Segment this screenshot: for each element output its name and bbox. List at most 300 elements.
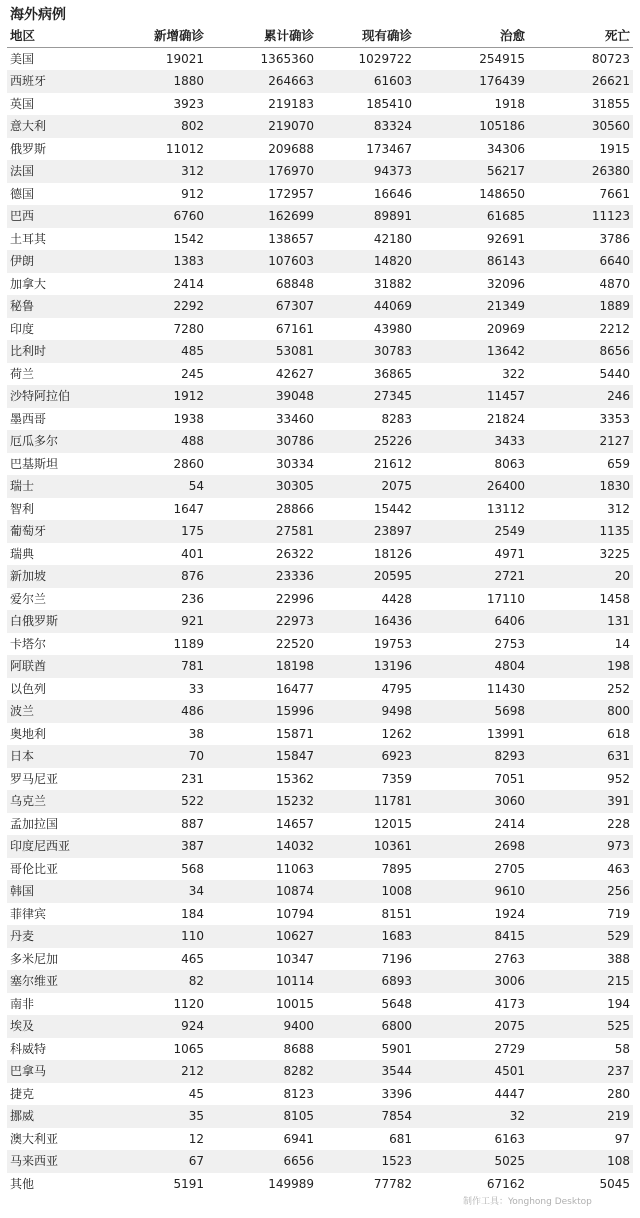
cell-region: 新加坡 [7, 565, 117, 588]
table-row [7, 430, 633, 453]
cell-total-confirmed: 8688 [207, 1038, 317, 1061]
cell-recovered: 2753 [415, 633, 528, 656]
cell-active-confirmed: 27345 [317, 385, 415, 408]
cell-deaths: 11123 [528, 205, 633, 228]
cell-active-confirmed: 681 [317, 1128, 415, 1151]
cell-total-confirmed: 10114 [207, 970, 317, 993]
cell-active-confirmed: 94373 [317, 160, 415, 183]
cell-recovered: 1918 [415, 93, 528, 116]
cell-deaths: 14 [528, 633, 633, 656]
cell-active-confirmed: 36865 [317, 363, 415, 386]
cell-active-confirmed: 25226 [317, 430, 415, 453]
cell-region: 巴基斯坦 [7, 453, 117, 476]
cases-table [7, 25, 633, 1195]
cell-region: 澳大利亚 [7, 1128, 117, 1151]
cell-recovered: 5025 [415, 1150, 528, 1173]
cell-active-confirmed: 6923 [317, 745, 415, 768]
cell-total-confirmed: 264663 [207, 70, 317, 93]
cell-active-confirmed: 44069 [317, 295, 415, 318]
cell-region: 白俄罗斯 [7, 610, 117, 633]
cell-total-confirmed: 26322 [207, 543, 317, 566]
cell-recovered: 11457 [415, 385, 528, 408]
cell-active-confirmed: 1683 [317, 925, 415, 948]
table-row [7, 1060, 633, 1083]
cell-region: 巴西 [7, 205, 117, 228]
cell-total-confirmed: 30786 [207, 430, 317, 453]
cell-recovered: 2075 [415, 1015, 528, 1038]
cell-region: 菲律宾 [7, 903, 117, 926]
cell-total-confirmed: 8123 [207, 1083, 317, 1106]
cell-active-confirmed: 9498 [317, 700, 415, 723]
cell-active-confirmed: 16646 [317, 183, 415, 206]
cell-active-confirmed: 4795 [317, 678, 415, 701]
cell-region: 秘鲁 [7, 295, 117, 318]
cell-total-confirmed: 138657 [207, 228, 317, 251]
cell-total-confirmed: 10015 [207, 993, 317, 1016]
cell-new-confirmed: 1065 [117, 1038, 207, 1061]
table-row [7, 408, 633, 431]
cell-total-confirmed: 42627 [207, 363, 317, 386]
cell-region: 俄罗斯 [7, 138, 117, 161]
cell-total-confirmed: 219183 [207, 93, 317, 116]
cell-deaths: 1135 [528, 520, 633, 543]
cell-active-confirmed: 15442 [317, 498, 415, 521]
cell-total-confirmed: 30305 [207, 475, 317, 498]
cell-new-confirmed: 465 [117, 948, 207, 971]
header-new-confirmed: 新增确诊 [117, 25, 207, 48]
cell-new-confirmed: 12 [117, 1128, 207, 1151]
cell-total-confirmed: 39048 [207, 385, 317, 408]
table-row [7, 903, 633, 926]
cell-region: 捷克 [7, 1083, 117, 1106]
table-row [7, 138, 633, 161]
page-title: 海外病例 [10, 7, 66, 23]
cell-deaths: 246 [528, 385, 633, 408]
cell-active-confirmed: 10361 [317, 835, 415, 858]
cell-region: 印度尼西亚 [7, 835, 117, 858]
cell-region: 马来西亚 [7, 1150, 117, 1173]
cell-new-confirmed: 2860 [117, 453, 207, 476]
cell-new-confirmed: 35 [117, 1105, 207, 1128]
table-row [7, 453, 633, 476]
cell-new-confirmed: 3923 [117, 93, 207, 116]
cell-deaths: 58 [528, 1038, 633, 1061]
cell-recovered: 105186 [415, 115, 528, 138]
cell-region: 韩国 [7, 880, 117, 903]
cell-new-confirmed: 70 [117, 745, 207, 768]
cell-region: 多米尼加 [7, 948, 117, 971]
cell-deaths: 1889 [528, 295, 633, 318]
table-row [7, 948, 633, 971]
cell-deaths: 952 [528, 768, 633, 791]
cell-recovered: 4971 [415, 543, 528, 566]
cell-recovered: 8415 [415, 925, 528, 948]
cell-region: 卡塔尔 [7, 633, 117, 656]
cell-recovered: 34306 [415, 138, 528, 161]
cell-total-confirmed: 30334 [207, 453, 317, 476]
cell-active-confirmed: 2075 [317, 475, 415, 498]
cell-total-confirmed: 15232 [207, 790, 317, 813]
cell-deaths: 618 [528, 723, 633, 746]
cell-region: 瑞士 [7, 475, 117, 498]
cell-total-confirmed: 15362 [207, 768, 317, 791]
cell-deaths: 659 [528, 453, 633, 476]
cell-deaths: 719 [528, 903, 633, 926]
cell-new-confirmed: 184 [117, 903, 207, 926]
table-row [7, 183, 633, 206]
table-row [7, 745, 633, 768]
cell-total-confirmed: 107603 [207, 250, 317, 273]
table-body [7, 48, 633, 1196]
table-header-row [7, 25, 633, 48]
cell-region: 哥伦比亚 [7, 858, 117, 881]
table-row [7, 475, 633, 498]
cell-region: 瑞典 [7, 543, 117, 566]
cell-total-confirmed: 22973 [207, 610, 317, 633]
cell-new-confirmed: 1647 [117, 498, 207, 521]
table-row [7, 318, 633, 341]
cell-total-confirmed: 23336 [207, 565, 317, 588]
cell-recovered: 2763 [415, 948, 528, 971]
table-row [7, 1128, 633, 1151]
cell-recovered: 8063 [415, 453, 528, 476]
cell-recovered: 2705 [415, 858, 528, 881]
cell-recovered: 2414 [415, 813, 528, 836]
cell-total-confirmed: 28866 [207, 498, 317, 521]
table-row [7, 610, 633, 633]
cell-region: 葡萄牙 [7, 520, 117, 543]
cell-region: 巴拿马 [7, 1060, 117, 1083]
cell-total-confirmed: 1365360 [207, 48, 317, 71]
table-row [7, 700, 633, 723]
cell-recovered: 4447 [415, 1083, 528, 1106]
cell-new-confirmed: 387 [117, 835, 207, 858]
cell-deaths: 3786 [528, 228, 633, 251]
cell-new-confirmed: 33 [117, 678, 207, 701]
cell-region: 厄瓜多尔 [7, 430, 117, 453]
cell-total-confirmed: 11063 [207, 858, 317, 881]
cell-active-confirmed: 8151 [317, 903, 415, 926]
table-row [7, 385, 633, 408]
cell-active-confirmed: 12015 [317, 813, 415, 836]
table-row [7, 768, 633, 791]
header-active-confirmed: 现有确诊 [317, 25, 415, 48]
cell-deaths: 4870 [528, 273, 633, 296]
cell-deaths: 215 [528, 970, 633, 993]
cell-region: 比利时 [7, 340, 117, 363]
cell-recovered: 322 [415, 363, 528, 386]
cell-recovered: 4173 [415, 993, 528, 1016]
cell-region: 西班牙 [7, 70, 117, 93]
cell-active-confirmed: 8283 [317, 408, 415, 431]
table-row [7, 858, 633, 881]
cell-region: 爱尔兰 [7, 588, 117, 611]
cell-deaths: 800 [528, 700, 633, 723]
cell-region: 智利 [7, 498, 117, 521]
cell-total-confirmed: 16477 [207, 678, 317, 701]
cell-recovered: 4804 [415, 655, 528, 678]
cell-deaths: 1915 [528, 138, 633, 161]
cell-total-confirmed: 15847 [207, 745, 317, 768]
cell-region: 罗马尼亚 [7, 768, 117, 791]
cell-active-confirmed: 14820 [317, 250, 415, 273]
cell-new-confirmed: 82 [117, 970, 207, 993]
cell-active-confirmed: 6893 [317, 970, 415, 993]
cell-region: 美国 [7, 48, 117, 71]
cell-deaths: 529 [528, 925, 633, 948]
cell-total-confirmed: 53081 [207, 340, 317, 363]
cell-total-confirmed: 10794 [207, 903, 317, 926]
table-row [7, 160, 633, 183]
cell-recovered: 5698 [415, 700, 528, 723]
cell-active-confirmed: 77782 [317, 1173, 415, 1196]
cell-active-confirmed: 13196 [317, 655, 415, 678]
cell-recovered: 8293 [415, 745, 528, 768]
cell-new-confirmed: 1189 [117, 633, 207, 656]
cell-deaths: 1458 [528, 588, 633, 611]
cell-region: 沙特阿拉伯 [7, 385, 117, 408]
cell-total-confirmed: 8105 [207, 1105, 317, 1128]
cell-active-confirmed: 30783 [317, 340, 415, 363]
table-row [7, 633, 633, 656]
cell-new-confirmed: 175 [117, 520, 207, 543]
cell-deaths: 30560 [528, 115, 633, 138]
cell-active-confirmed: 83324 [317, 115, 415, 138]
cell-deaths: 131 [528, 610, 633, 633]
cell-recovered: 7051 [415, 768, 528, 791]
cell-active-confirmed: 61603 [317, 70, 415, 93]
cell-new-confirmed: 19021 [117, 48, 207, 71]
table-row [7, 228, 633, 251]
cell-deaths: 108 [528, 1150, 633, 1173]
cell-region: 其他 [7, 1173, 117, 1196]
table-row [7, 1105, 633, 1128]
cell-region: 孟加拉国 [7, 813, 117, 836]
cell-deaths: 5440 [528, 363, 633, 386]
cell-recovered: 6163 [415, 1128, 528, 1151]
cell-total-confirmed: 15871 [207, 723, 317, 746]
cell-total-confirmed: 10627 [207, 925, 317, 948]
cell-deaths: 2212 [528, 318, 633, 341]
cell-deaths: 26621 [528, 70, 633, 93]
cell-new-confirmed: 54 [117, 475, 207, 498]
cell-new-confirmed: 568 [117, 858, 207, 881]
cell-total-confirmed: 6941 [207, 1128, 317, 1151]
cell-deaths: 463 [528, 858, 633, 881]
table-row [7, 565, 633, 588]
cell-deaths: 6640 [528, 250, 633, 273]
table-row [7, 723, 633, 746]
cell-total-confirmed: 162699 [207, 205, 317, 228]
cell-new-confirmed: 2292 [117, 295, 207, 318]
cell-region: 以色列 [7, 678, 117, 701]
cell-active-confirmed: 19753 [317, 633, 415, 656]
table-row [7, 273, 633, 296]
cell-recovered: 67162 [415, 1173, 528, 1196]
cell-active-confirmed: 7196 [317, 948, 415, 971]
cell-total-confirmed: 6656 [207, 1150, 317, 1173]
cell-recovered: 20969 [415, 318, 528, 341]
table-row [7, 1038, 633, 1061]
cell-recovered: 3433 [415, 430, 528, 453]
cell-active-confirmed: 21612 [317, 453, 415, 476]
cell-new-confirmed: 486 [117, 700, 207, 723]
cell-region: 科威特 [7, 1038, 117, 1061]
cell-region: 伊朗 [7, 250, 117, 273]
cell-deaths: 973 [528, 835, 633, 858]
cell-deaths: 7661 [528, 183, 633, 206]
table-row [7, 340, 633, 363]
cell-deaths: 312 [528, 498, 633, 521]
cell-deaths: 8656 [528, 340, 633, 363]
cell-total-confirmed: 67161 [207, 318, 317, 341]
cell-active-confirmed: 42180 [317, 228, 415, 251]
cell-active-confirmed: 43980 [317, 318, 415, 341]
cell-active-confirmed: 185410 [317, 93, 415, 116]
cell-recovered: 1924 [415, 903, 528, 926]
cell-recovered: 2729 [415, 1038, 528, 1061]
cell-deaths: 97 [528, 1128, 633, 1151]
cell-region: 日本 [7, 745, 117, 768]
cell-new-confirmed: 921 [117, 610, 207, 633]
cell-recovered: 21824 [415, 408, 528, 431]
table-row [7, 835, 633, 858]
cell-active-confirmed: 6800 [317, 1015, 415, 1038]
cell-region: 德国 [7, 183, 117, 206]
cell-total-confirmed: 18198 [207, 655, 317, 678]
cell-new-confirmed: 1938 [117, 408, 207, 431]
table-row [7, 1150, 633, 1173]
cell-recovered: 32 [415, 1105, 528, 1128]
cell-new-confirmed: 1912 [117, 385, 207, 408]
cell-region: 阿联酋 [7, 655, 117, 678]
cell-new-confirmed: 245 [117, 363, 207, 386]
cell-total-confirmed: 172957 [207, 183, 317, 206]
cell-new-confirmed: 2414 [117, 273, 207, 296]
cell-region: 塞尔维亚 [7, 970, 117, 993]
cell-new-confirmed: 212 [117, 1060, 207, 1083]
table-row [7, 520, 633, 543]
cell-total-confirmed: 27581 [207, 520, 317, 543]
cell-recovered: 3006 [415, 970, 528, 993]
cell-total-confirmed: 68848 [207, 273, 317, 296]
cell-deaths: 280 [528, 1083, 633, 1106]
cell-deaths: 194 [528, 993, 633, 1016]
cell-recovered: 92691 [415, 228, 528, 251]
cell-recovered: 13642 [415, 340, 528, 363]
cell-deaths: 5045 [528, 1173, 633, 1196]
cell-recovered: 3060 [415, 790, 528, 813]
table-row [7, 880, 633, 903]
cell-active-confirmed: 7895 [317, 858, 415, 881]
cell-region: 加拿大 [7, 273, 117, 296]
cell-region: 埃及 [7, 1015, 117, 1038]
cell-region: 意大利 [7, 115, 117, 138]
cell-region: 墨西哥 [7, 408, 117, 431]
cell-new-confirmed: 236 [117, 588, 207, 611]
cell-new-confirmed: 231 [117, 768, 207, 791]
cell-active-confirmed: 20595 [317, 565, 415, 588]
cell-recovered: 26400 [415, 475, 528, 498]
cell-recovered: 254915 [415, 48, 528, 71]
cell-new-confirmed: 7280 [117, 318, 207, 341]
table-row [7, 813, 633, 836]
cell-recovered: 17110 [415, 588, 528, 611]
cell-total-confirmed: 149989 [207, 1173, 317, 1196]
cell-deaths: 3353 [528, 408, 633, 431]
cell-deaths: 26380 [528, 160, 633, 183]
cell-recovered: 61685 [415, 205, 528, 228]
cell-active-confirmed: 11781 [317, 790, 415, 813]
cell-new-confirmed: 6760 [117, 205, 207, 228]
cell-new-confirmed: 781 [117, 655, 207, 678]
cell-recovered: 148650 [415, 183, 528, 206]
table-row [7, 1173, 633, 1196]
cell-new-confirmed: 887 [117, 813, 207, 836]
cell-new-confirmed: 488 [117, 430, 207, 453]
cell-new-confirmed: 876 [117, 565, 207, 588]
cell-region: 波兰 [7, 700, 117, 723]
cell-new-confirmed: 312 [117, 160, 207, 183]
cell-new-confirmed: 67 [117, 1150, 207, 1173]
cell-recovered: 2721 [415, 565, 528, 588]
cell-deaths: 525 [528, 1015, 633, 1038]
cell-total-confirmed: 10874 [207, 880, 317, 903]
cell-recovered: 11430 [415, 678, 528, 701]
cell-total-confirmed: 15996 [207, 700, 317, 723]
cell-total-confirmed: 33460 [207, 408, 317, 431]
cell-active-confirmed: 173467 [317, 138, 415, 161]
table-row [7, 790, 633, 813]
cell-active-confirmed: 4428 [317, 588, 415, 611]
table-row [7, 993, 633, 1016]
table-row [7, 498, 633, 521]
cell-new-confirmed: 802 [117, 115, 207, 138]
cell-total-confirmed: 176970 [207, 160, 317, 183]
cell-deaths: 252 [528, 678, 633, 701]
cell-deaths: 198 [528, 655, 633, 678]
cell-total-confirmed: 14032 [207, 835, 317, 858]
cell-active-confirmed: 23897 [317, 520, 415, 543]
cell-recovered: 56217 [415, 160, 528, 183]
cell-region: 乌克兰 [7, 790, 117, 813]
cell-new-confirmed: 34 [117, 880, 207, 903]
cell-total-confirmed: 10347 [207, 948, 317, 971]
cell-active-confirmed: 1262 [317, 723, 415, 746]
table-row [7, 543, 633, 566]
table-row [7, 678, 633, 701]
table-row [7, 655, 633, 678]
cell-active-confirmed: 5648 [317, 993, 415, 1016]
cell-new-confirmed: 1120 [117, 993, 207, 1016]
header-recovered: 治愈 [415, 25, 528, 48]
cell-recovered: 21349 [415, 295, 528, 318]
cell-recovered: 32096 [415, 273, 528, 296]
cell-active-confirmed: 3544 [317, 1060, 415, 1083]
cell-active-confirmed: 3396 [317, 1083, 415, 1106]
cell-recovered: 86143 [415, 250, 528, 273]
cell-region: 南非 [7, 993, 117, 1016]
cell-recovered: 13112 [415, 498, 528, 521]
cell-recovered: 2698 [415, 835, 528, 858]
cell-new-confirmed: 522 [117, 790, 207, 813]
cell-new-confirmed: 1542 [117, 228, 207, 251]
cell-total-confirmed: 219070 [207, 115, 317, 138]
cell-recovered: 2549 [415, 520, 528, 543]
cell-total-confirmed: 209688 [207, 138, 317, 161]
cell-recovered: 9610 [415, 880, 528, 903]
cell-region: 土耳其 [7, 228, 117, 251]
